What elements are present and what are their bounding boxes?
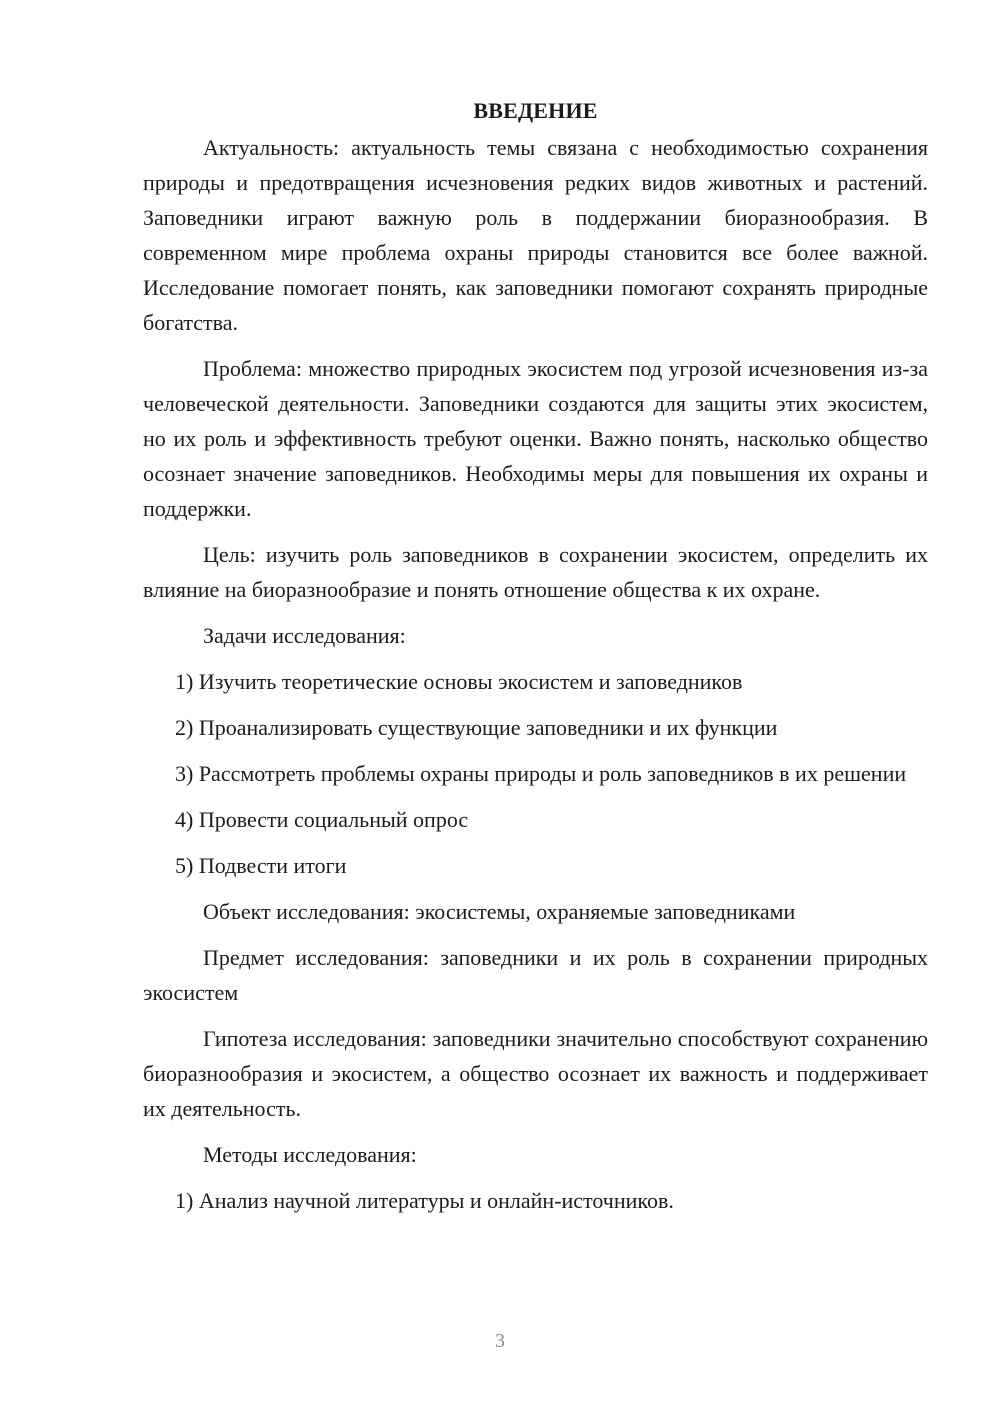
page-number: 3 [495, 1330, 505, 1352]
hypothesis-paragraph: Гипотеза исследования: заповедники значительно способствуют сохранению биоразнообразия и экосистем, а общество осознает их важность и поддерживает их деятельность. [143, 1026, 928, 1121]
goal-paragraph: Цель: изучить роль заповедников в сохранении экосистем, определить их влияние на биоразнообразие и понять отношение общества к их охране. [143, 542, 928, 602]
task-item-2: 2) Проанализировать существующие заповедники и их функции [175, 715, 778, 740]
problem-paragraph: Проблема: множество природных экосистем под угрозой исчезновения из-за человеческой деятельности. Заповедники создаются для защиты этих экосистем, но их роль и эффективность требуют оценки. Важно понять, насколько общество осознает значение заповедников. Необходимы меры для повышения их охраны и поддержки. [143, 356, 928, 521]
task-item-4: 4) Провести социальный опрос [175, 807, 469, 832]
subject-paragraph: Предмет исследования: заповедники и их роль в сохранении природных экосистем [143, 945, 928, 1005]
method-item-1: 1) Анализ научной литературы и онлайн-источников. [175, 1188, 674, 1213]
tasks-heading: Задачи исследования: [203, 623, 406, 648]
page-content [143, 93, 928, 1218]
task-item-3: 3) Рассмотреть проблемы охраны природы и роль заповедников в их решении [175, 761, 907, 786]
object-paragraph: Объект исследования: экосистемы, охраняемые заповедниками [203, 899, 796, 924]
task-item-1: 1) Изучить теоретические основы экосистем и заповедников [175, 669, 743, 694]
methods-heading: Методы исследования: [203, 1142, 417, 1167]
page-title: ВВЕДЕНИЕ [473, 98, 598, 123]
task-item-5: 5) Подвести итоги [175, 853, 347, 878]
relevance-paragraph: Актуальность: актуальность темы связана с необходимостью сохранения природы и предотвращения исчезновения редких видов животных и растений. Заповедники играют важную роль в поддержании биоразнообразия. В современном мире проблема охраны природы становится все более важной. Исследование помогает понять, как заповедники помогают сохранять природные богатства. [143, 135, 928, 335]
